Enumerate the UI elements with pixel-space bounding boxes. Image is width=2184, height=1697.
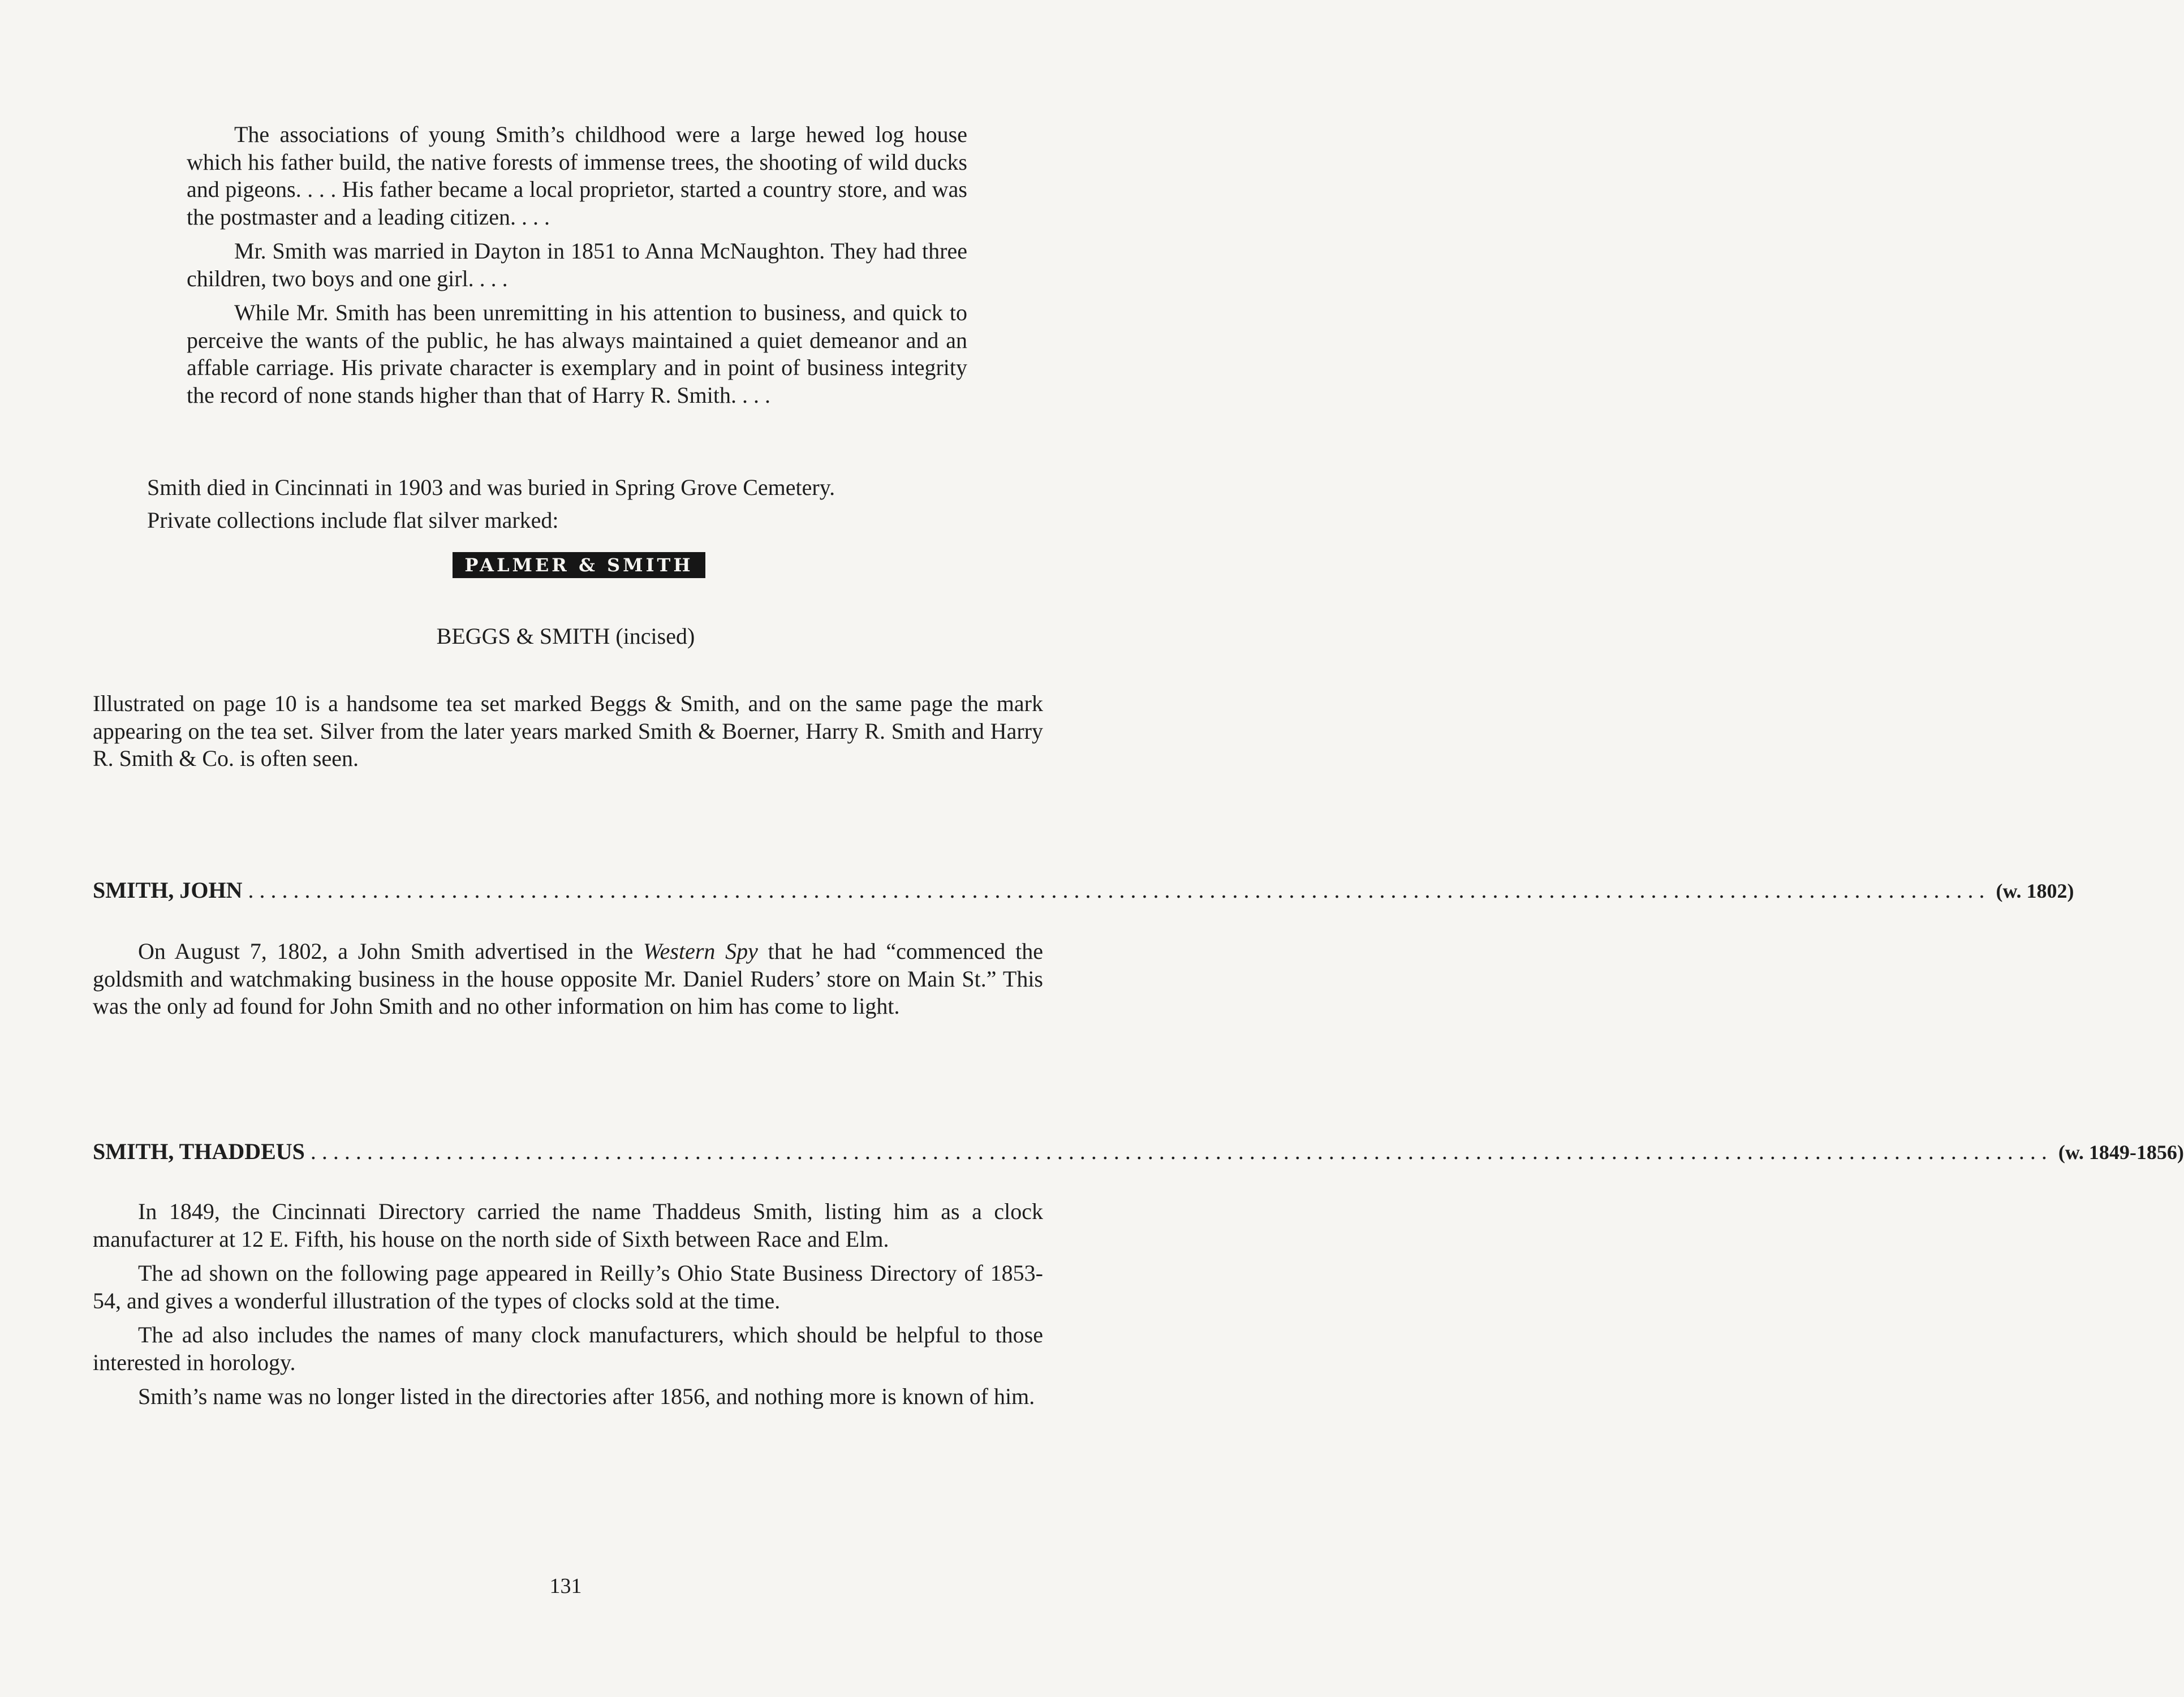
- illustrated-paragraph: [93, 690, 1043, 773]
- quote-paragraph: The associations of young Smith’s childhood were a large hewed log house which his father build, the native forests of immense trees, the shooting of wild ducks and pigeons. . . . His father became a local proprietor, started a country store, and was the postmaster and a leading citizen. . . .: [187, 122, 967, 230]
- paragraph-text: [93, 938, 1043, 1020]
- quote-paragraph: Mr. Smith was married in Dayton in 1851 to Anna McNaughton. They had three children, two boys and one girl. . . .: [187, 238, 967, 291]
- paragraph-text: Illustrated on page 10 is a handsome tea set marked Beggs & Smith, and on the same page the mark appearing on the tea set. Silver from the later years marked Smith & Boerner, Harry R. Smith and Harry R. Smith & Co. is often seen.: [93, 691, 1043, 771]
- paragraph-text: In 1849, the Cincinnati Directory carried the name Thaddeus Smith, listing him as a clock manufacturer at 12 E. Fifth, his house on the north side of Sixth between Race and Elm.: [93, 1199, 1043, 1252]
- beggs-smith-mark: BEGGS & SMITH (incised): [436, 623, 695, 649]
- dot-leader: ..........................................................................................................................................................: [310, 1139, 2053, 1164]
- dot-leader: ..........................................................................................................................................................: [248, 877, 1991, 903]
- entry-name: SMITH, JOHN: [93, 877, 243, 903]
- paragraph-text: Smith’s name was no longer listed in the directories after 1856, and nothing more is known of him.: [138, 1384, 1035, 1409]
- entry-dates: (w. 1802): [1996, 880, 2074, 902]
- entry-dates: (w. 1849-1856): [2058, 1141, 2184, 1164]
- page-number: 131: [549, 1574, 582, 1598]
- publication-title: Western Spy: [643, 938, 758, 964]
- entry-name: SMITH, THADDEUS: [93, 1139, 305, 1164]
- biography-quote: [187, 121, 967, 416]
- paragraph-text: The ad shown on the following page appeared in Reilly’s Ohio State Business Directory of 1853-54, and gives a wonderful illustration of the types of clocks sold at the time.: [93, 1260, 1043, 1313]
- john-smith-paragraph: [93, 938, 1043, 1027]
- palmer-smith-mark: PALMER & SMITH: [453, 552, 705, 578]
- death-line: Smith died in Cincinnati in 1903 and was buried in Spring Grove Cemetery.: [147, 475, 835, 500]
- collections-line: Private collections include flat silver marked:: [147, 507, 559, 533]
- thaddeus-smith-paragraphs: [93, 1198, 1043, 1418]
- entry-heading-thaddeus-smith: [93, 1138, 2184, 1165]
- entry-heading-john-smith: [93, 877, 2074, 903]
- quote-paragraph: While Mr. Smith has been unremitting in his attention to business, and quick to perceive the wants of the public, he has always maintained a quiet demeanor and an affable carriage. His private character is exemplary and in point of business integrity the record of none stands higher than that of Harry R. Smith. . . .: [187, 300, 967, 408]
- paragraph-text: The ad also includes the names of many clock manufacturers, which should be helpful to those interested in horology.: [93, 1322, 1043, 1375]
- text-run: that he had “commenced the goldsmith and watchmaking business in the house opposite Mr. Daniel Ruders’ store on Main St.” This was the only ad found for John Smith and no other information on him has come to light.: [93, 938, 1043, 1019]
- text-run: On August 7, 1802, a John Smith advertised in the: [138, 938, 643, 964]
